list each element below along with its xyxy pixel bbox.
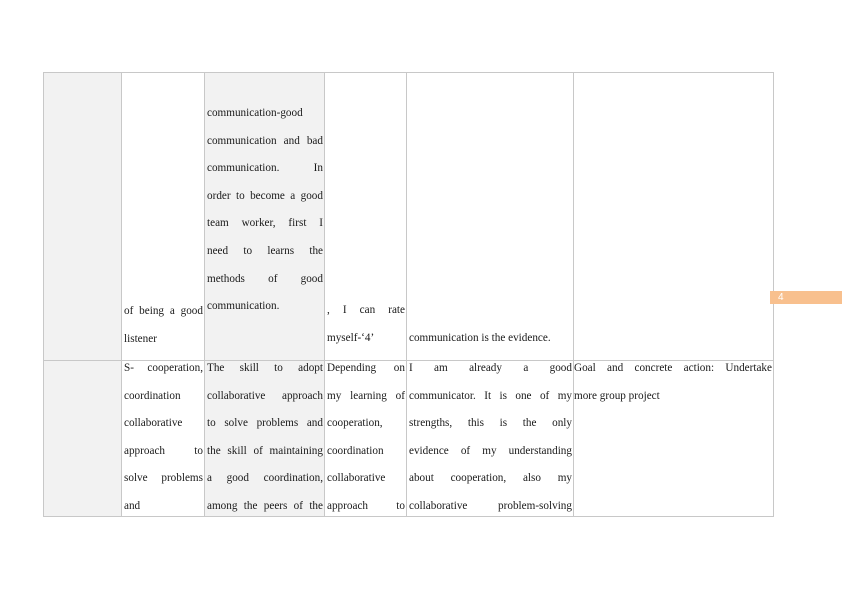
text-line: communication. [207,300,280,313]
cell-text [207,361,323,517]
table-cell [122,361,205,517]
text-line: I am already a good [409,362,572,374]
text-line: among the peers of the [207,499,323,512]
text-line: of being a good [124,305,203,317]
text-line: Goal and concrete action: Undertake [574,362,772,374]
text-line: and [124,499,141,512]
text-line: coordination [124,389,181,402]
text-line: collaborative approach [207,389,323,402]
cell-text [327,361,405,517]
table-cell [205,72,325,361]
table-cell [43,72,122,361]
table-cell [122,72,205,361]
cell-text [327,297,405,352]
text-line: communicator. It is one of my [409,389,572,402]
page-number-tab [770,291,842,304]
text-line: about cooperation, also my [409,472,572,485]
text-line: approach to [327,499,405,512]
text-line: my learning of [327,389,405,402]
cell-text [409,361,572,517]
cell-text [207,100,323,321]
text-line: order to become a good [207,189,323,202]
page-number: 4 [778,292,784,303]
text-line: approach to [124,444,203,457]
table-cell [574,361,774,517]
text-line: team worker, first I [207,217,323,230]
cell-text [574,361,772,410]
text-line: listener [124,332,157,345]
text-line: to solve problems and [207,417,323,430]
text-line: communication-good [207,107,303,119]
text-line: methods of good [207,272,323,285]
text-line: strengths, this is the only [409,417,572,430]
text-line: collaborative [124,417,183,430]
table-cell [407,361,574,517]
text-line: more group project [574,389,660,402]
cell-text [409,325,572,353]
text-line: Depending on [327,362,405,374]
table-cell [574,72,774,361]
text-line: communication and bad [207,134,323,147]
text-line: need to learns the [207,244,323,257]
text-line: evidence of my understanding [409,444,572,457]
text-line: communication is the evidence. [409,332,551,344]
text-line: communication. In [207,162,323,175]
skills-table [43,72,774,517]
text-line: collaborative [327,472,386,485]
table-cell [407,72,574,361]
text-line: a good coordination, [207,472,323,485]
text-line: collaborative problem-solving [409,499,572,512]
text-line: the skill of maintaining [207,444,323,457]
text-line: cooperation, [327,417,383,430]
table-cell [43,361,122,517]
table-cell [325,361,407,517]
table-cell [205,361,325,517]
text-line: coordination [327,444,384,457]
cell-text [124,298,203,353]
cell-text [124,361,203,517]
text-line: solve problems [124,472,203,485]
text-line: S- cooperation, [124,362,203,374]
text-line: The skill to adopt [207,362,323,374]
text-line: , I can rate [327,304,405,316]
table-cell [325,72,407,361]
text-line: myself-‘4’ [327,331,375,344]
